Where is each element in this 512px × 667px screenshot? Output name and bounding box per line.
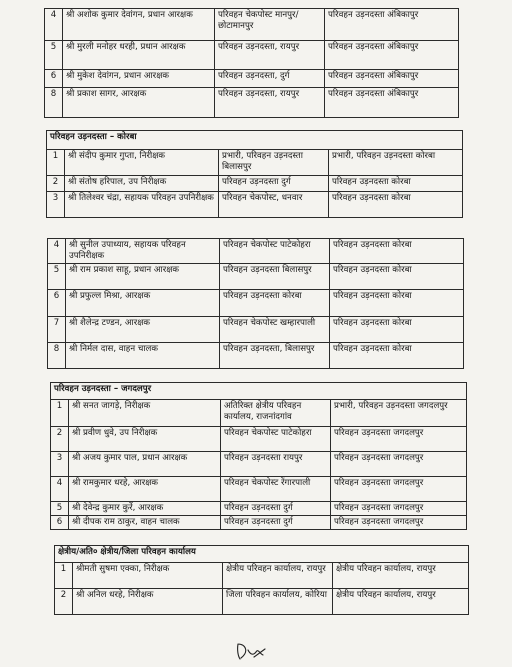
row-number: 1 xyxy=(47,150,65,176)
current-posting: परिवहन चेकपोस्ट पाटेकोहरा xyxy=(220,239,330,264)
officer-name: श्री प्रफुल्ल मिश्रा, आरक्षक xyxy=(66,290,220,317)
new-posting: प्रभारी, परिवहन उड़नदस्ता कोरबा xyxy=(329,150,463,176)
current-posting: परिवहन उड़नदस्ता बिलासपुर xyxy=(220,264,330,290)
section-heading-row xyxy=(55,546,469,563)
officer-name: श्री प्रवीण धुवे, उप निरीक्षक xyxy=(69,427,221,452)
row-number: 5 xyxy=(45,41,63,70)
row-number: 5 xyxy=(48,264,66,290)
current-posting: परिवहन उड़नदस्ता दुर्ग xyxy=(219,176,329,192)
officer-name: श्री प्रकाश सागर, आरक्षक xyxy=(63,88,215,118)
officer-name: श्री मुकेश देवांगन, प्रधान आरक्षक xyxy=(63,70,215,88)
table-row xyxy=(47,150,463,176)
transfer-table-ambikapur xyxy=(44,8,459,118)
current-posting: परिवहन उड़नदस्ता कोरबा xyxy=(220,290,330,317)
current-posting: क्षेत्रीय परिवहन कार्यालय, रायपुर xyxy=(223,563,333,589)
current-posting: परिवहन उड़नदस्ता दुर्ग xyxy=(221,502,331,516)
transfer-table-jagdalpur xyxy=(50,382,467,530)
new-posting: परिवहन उड़नदस्ता जगदलपुर xyxy=(331,452,467,477)
new-posting: परिवहन उड़नदस्ता जगदलपुर xyxy=(331,477,467,502)
row-number: 8 xyxy=(45,88,63,118)
table-row xyxy=(51,452,467,477)
officer-name: श्री सनत जागड़े, निरीक्षक xyxy=(69,400,221,427)
table-row xyxy=(55,589,469,615)
table-row xyxy=(47,192,463,218)
section-heading: परिवहन उड़नदस्ता – जगदलपुर xyxy=(51,383,467,400)
row-number: 2 xyxy=(51,427,69,452)
table-row xyxy=(48,239,464,264)
officer-name: श्री अनिल धरहे, निरीक्षक xyxy=(73,589,223,615)
current-posting: परिवहन चेकपोस्ट रेंगारपाली xyxy=(221,477,331,502)
officer-name: श्री निर्मल दास, वाहन चालक xyxy=(66,343,220,369)
row-number: 8 xyxy=(48,343,66,369)
current-posting: अतिरिक्त क्षेत्रीय परिवहन कार्यालय, राजनांदगांव xyxy=(221,400,331,427)
table-row xyxy=(45,70,459,88)
table-row xyxy=(45,41,459,70)
current-posting: परिवहन उड़नदस्ता दुर्ग xyxy=(221,516,331,530)
new-posting: परिवहन उड़नदस्ता जगदलपुर xyxy=(331,502,467,516)
section-heading: क्षेत्रीय/अति० क्षेत्रीय/जिला परिवहन कार्यालय xyxy=(55,546,469,563)
row-number: 7 xyxy=(48,317,66,343)
current-posting: जिला परिवहन कार्यालय, कोरिया xyxy=(223,589,333,615)
row-number: 4 xyxy=(48,239,66,264)
new-posting: परिवहन उड़नदस्ता कोरबा xyxy=(330,343,464,369)
officer-name: श्री संदीप कुमार गुप्ता, निरीक्षक xyxy=(65,150,219,176)
new-posting: प्रभारी, परिवहन उड़नदस्ता जगदलपुर xyxy=(331,400,467,427)
row-number: 6 xyxy=(51,516,69,530)
new-posting: क्षेत्रीय परिवहन कार्यालय, रायपुर xyxy=(333,563,469,589)
officer-name: श्री शैलेन्द्र टण्डन, आरक्षक xyxy=(66,317,220,343)
new-posting: परिवहन उड़नदस्ता जगदलपुर xyxy=(331,516,467,530)
officer-name: श्री देवेन्द्र कुमार कुर्रे, आरक्षक xyxy=(69,502,221,516)
section-heading-row xyxy=(47,131,463,150)
current-posting: परिवहन उड़नदस्ता, रायपुर xyxy=(215,88,325,118)
officer-name: श्री अशोक कुमार देवांगन, प्रधान आरक्षक xyxy=(63,9,215,41)
current-posting: परिवहन चेकपोस्ट पाटेकोहरा xyxy=(221,427,331,452)
current-posting: परिवहन चेकपोस्ट मानपुर/छोटामानपुर xyxy=(215,9,325,41)
row-number: 3 xyxy=(47,192,65,218)
table-row xyxy=(48,317,464,343)
officer-name: श्रीमती सुषमा एक्का, निरीक्षक xyxy=(73,563,223,589)
new-posting: परिवहन उड़नदस्ता कोरबा xyxy=(330,239,464,264)
section-heading: परिवहन उड़नदस्ता – कोरबा xyxy=(47,131,463,150)
table-row xyxy=(48,290,464,317)
row-number: 2 xyxy=(47,176,65,192)
officer-name: श्री मुरली मनोहर धरही, प्रधान आरक्षक xyxy=(63,41,215,70)
table-row xyxy=(51,502,467,516)
new-posting: परिवहन उड़नदस्ता कोरबा xyxy=(329,192,463,218)
new-posting: परिवहन उड़नदस्ता कोरबा xyxy=(330,317,464,343)
new-posting: परिवहन उड़नदस्ता अंबिकापुर xyxy=(325,88,459,118)
table-row xyxy=(48,343,464,369)
row-number: 4 xyxy=(51,477,69,502)
officer-name: श्री संतोष हरिपाल, उप निरीक्षक xyxy=(65,176,219,192)
table-row xyxy=(45,88,459,118)
current-posting: प्रभारी, परिवहन उड़नदस्ता बिलासपुर xyxy=(219,150,329,176)
row-number: 5 xyxy=(51,502,69,516)
table-row xyxy=(51,400,467,427)
new-posting: परिवहन उड़नदस्ता अंबिकापुर xyxy=(325,70,459,88)
current-posting: परिवहन उड़नदस्ता, दुर्ग xyxy=(215,70,325,88)
table-row xyxy=(47,176,463,192)
current-posting: परिवहन चेकपोस्ट खम्हारपाली xyxy=(220,317,330,343)
row-number: 1 xyxy=(51,400,69,427)
signature xyxy=(234,640,268,662)
table-row xyxy=(48,264,464,290)
officer-name: श्री सुनील उपाध्याय, सहायक परिवहन उपनिरीक्षक xyxy=(66,239,220,264)
row-number: 1 xyxy=(55,563,73,589)
new-posting: क्षेत्रीय परिवहन कार्यालय, रायपुर xyxy=(333,589,469,615)
row-number: 2 xyxy=(55,589,73,615)
officer-name: श्री राम प्रकाश साहू, प्रधान आरक्षक xyxy=(66,264,220,290)
table-row xyxy=(51,427,467,452)
officer-name: श्री दीपक राम ठाकुर, वाहन चालक xyxy=(69,516,221,530)
current-posting: परिवहन उड़नदस्ता, रायपुर xyxy=(215,41,325,70)
table-row xyxy=(51,477,467,502)
officer-name: श्री अजय कुमार पाल, प्रधान आरक्षक xyxy=(69,452,221,477)
transfer-table-korba-1 xyxy=(46,130,463,218)
officer-name: श्री तिलेश्वर चंद्रा, सहायक परिवहन उपनिरीक्षक xyxy=(65,192,219,218)
section-heading-row xyxy=(51,383,467,400)
current-posting: परिवहन चेकपोस्ट, धनवार xyxy=(219,192,329,218)
transfer-table-korba-2 xyxy=(47,238,464,369)
transfer-table-regional-offices xyxy=(54,545,469,615)
row-number: 6 xyxy=(45,70,63,88)
new-posting: परिवहन उड़नदस्ता कोरबा xyxy=(330,264,464,290)
new-posting: परिवहन उड़नदस्ता जगदलपुर xyxy=(331,427,467,452)
new-posting: परिवहन उड़नदस्ता अंबिकापुर xyxy=(325,41,459,70)
new-posting: परिवहन उड़नदस्ता अंबिकापुर xyxy=(325,9,459,41)
new-posting: परिवहन उड़नदस्ता कोरबा xyxy=(330,290,464,317)
current-posting: परिवहन उड़नदस्ता, बिलासपुर xyxy=(220,343,330,369)
table-row xyxy=(51,516,467,530)
row-number: 6 xyxy=(48,290,66,317)
officer-name: श्री रामकुमार धरहे, आरक्षक xyxy=(69,477,221,502)
table-row xyxy=(55,563,469,589)
table-row xyxy=(45,9,459,41)
row-number: 4 xyxy=(45,9,63,41)
row-number: 3 xyxy=(51,452,69,477)
new-posting: परिवहन उड़नदस्ता कोरबा xyxy=(329,176,463,192)
current-posting: परिवहन उड़नदस्ता रायपुर xyxy=(221,452,331,477)
